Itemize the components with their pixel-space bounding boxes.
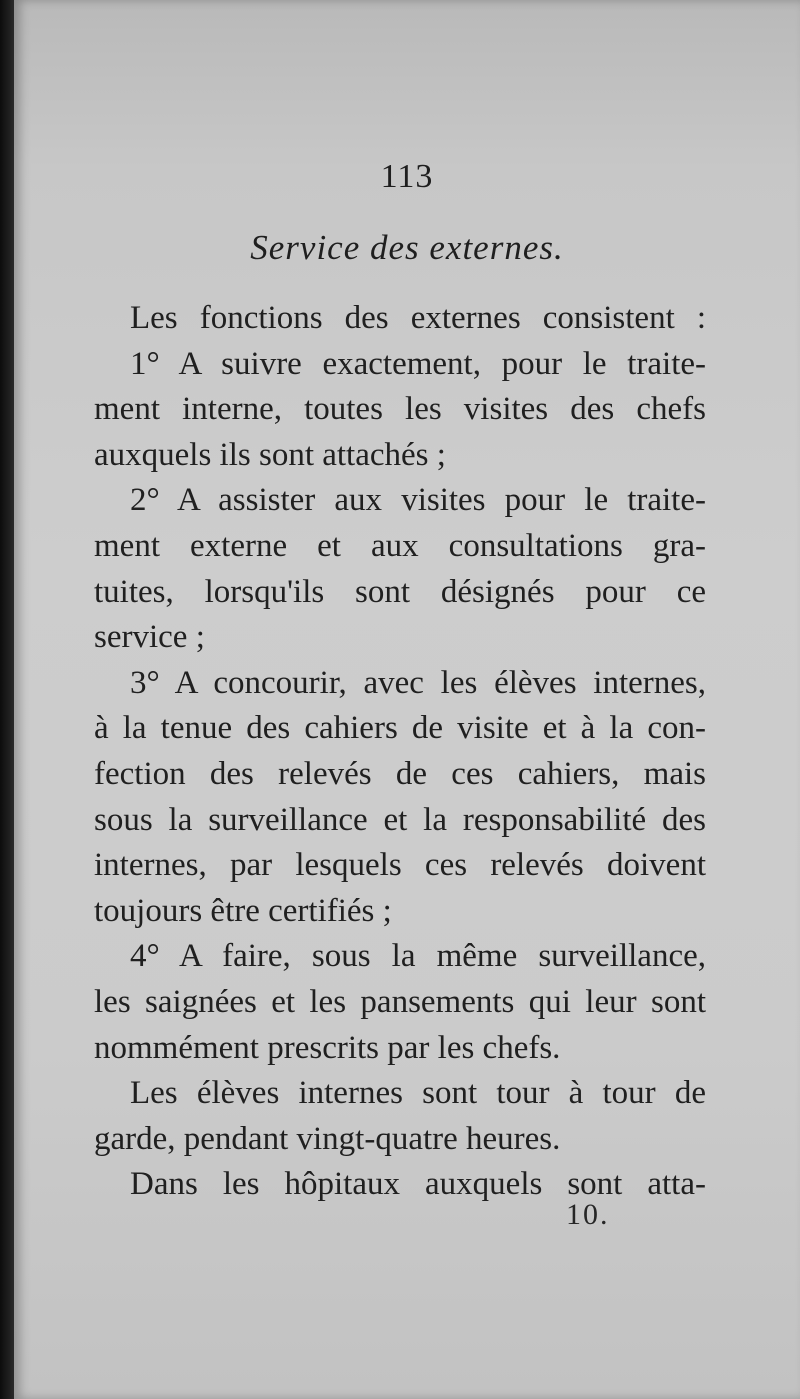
text-line: ment externe et aux consultations gra- (94, 527, 706, 564)
page-left-edge (0, 0, 14, 1399)
text-line: les saignées et les pansements qui leur sont (94, 983, 706, 1020)
text-line: Dans les hôpitaux auxquels sont atta- (130, 1166, 706, 1203)
signature-mark: 10. (566, 1198, 610, 1231)
body-text (94, 296, 706, 1208)
text-line: nommément prescrits par les chefs. (94, 1029, 561, 1066)
text-line: toujours être certifiés ; (94, 892, 392, 929)
text-line: service ; (94, 619, 205, 656)
text-line: 1° A suivre exactement, pour le traite- (130, 345, 706, 382)
text-line: fection des relevés de ces cahiers, mais (94, 755, 706, 792)
text-line: 2° A assister aux visites pour le traite- (130, 482, 706, 519)
text-line: internes, par lesquels ces relevés doivent (94, 847, 706, 884)
page-number: 113 (380, 158, 434, 195)
text-line: sous la surveillance et la responsabilité des (94, 801, 706, 838)
text-line: Les élèves internes sont tour à tour de (130, 1075, 706, 1112)
text-line: 3° A concourir, avec les élèves internes, (130, 664, 706, 701)
text-line: 4° A faire, sous la même surveillance, (130, 938, 706, 975)
section-title: Service des externes. (250, 228, 564, 267)
text-line: Les fonctions des externes consistent : (130, 300, 706, 336)
text-line: garde, pendant vingt-quatre heures. (94, 1120, 561, 1157)
text-line: à la tenue des cahiers de visite et à la con- (94, 710, 706, 747)
text-line: ment interne, toutes les visites des chefs (94, 391, 706, 428)
text-line: auxquels ils sont attachés ; (94, 436, 446, 473)
book-page (14, 0, 800, 1399)
text-line: tuites, lorsqu'ils sont désignés pour ce (94, 573, 706, 610)
